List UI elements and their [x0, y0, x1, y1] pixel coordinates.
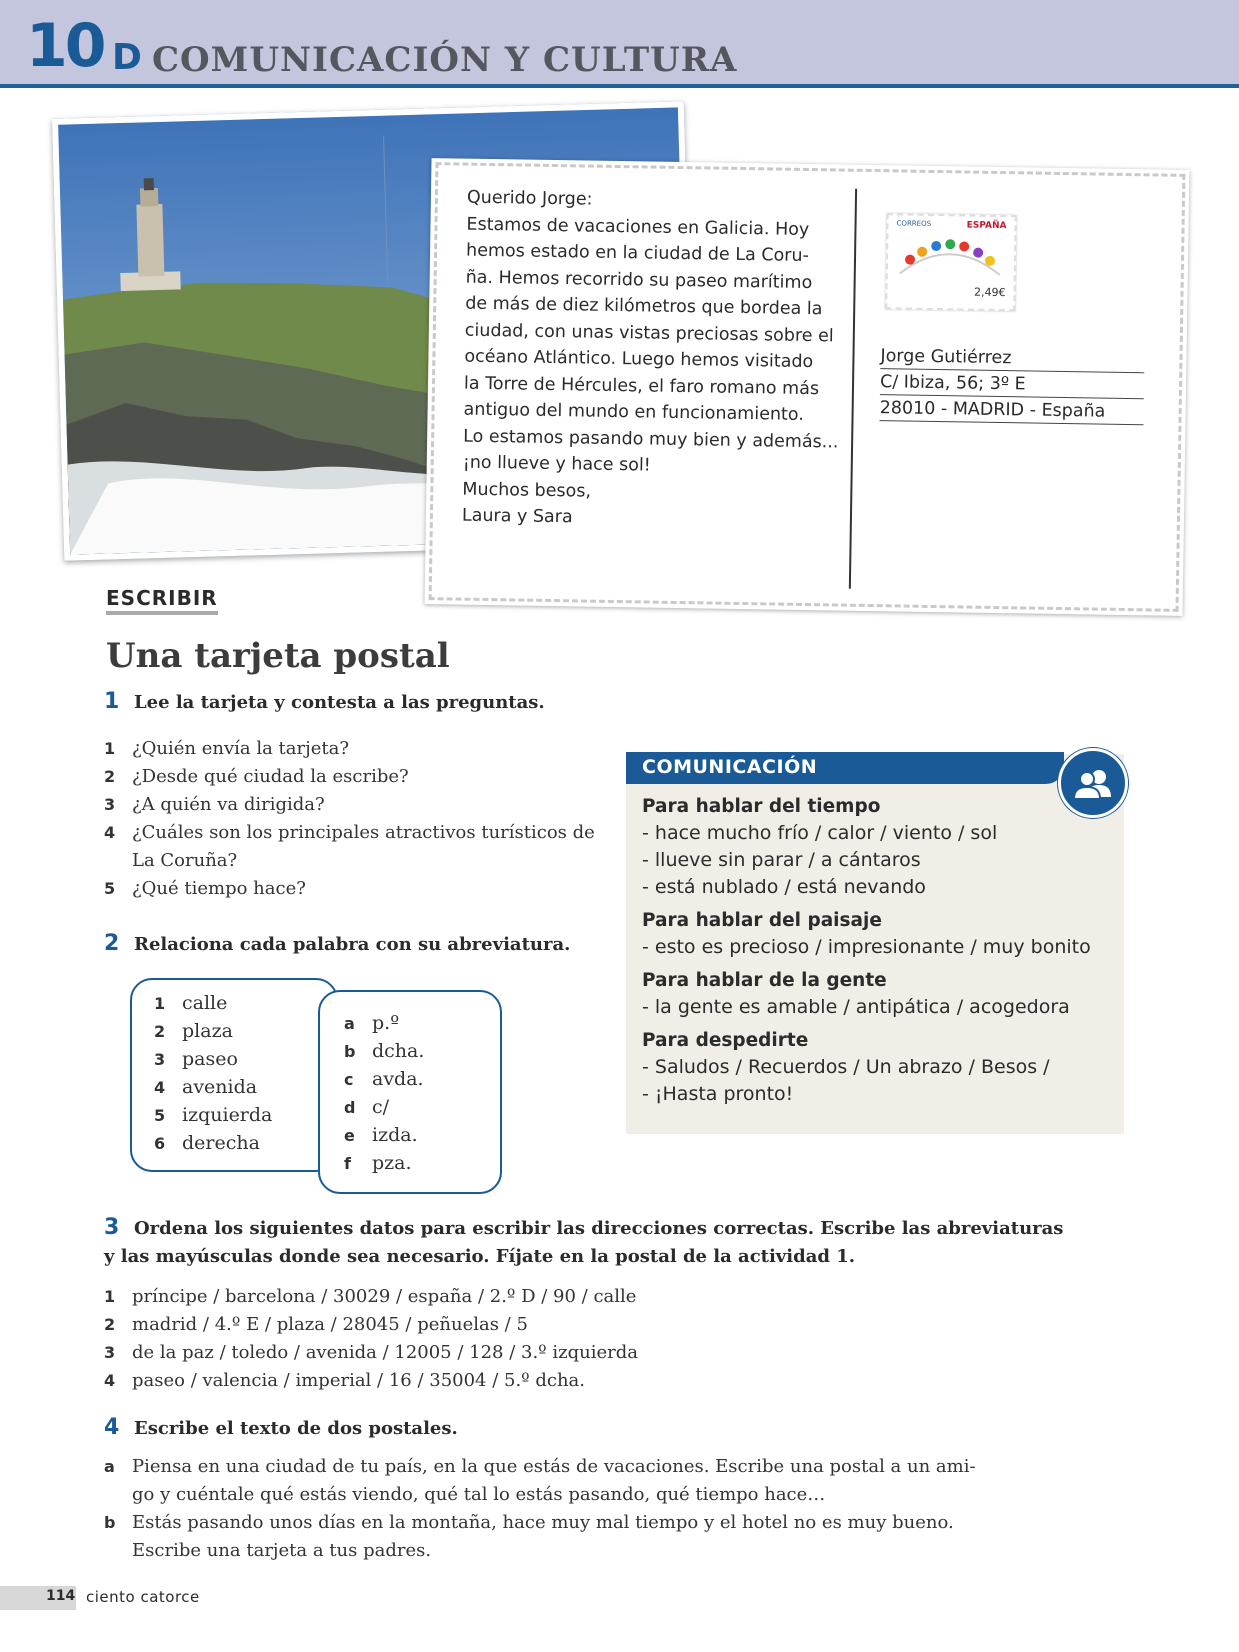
word-item: [154, 1101, 272, 1130]
item-text: izquierda: [182, 1104, 273, 1126]
item-text: pza.: [372, 1152, 412, 1174]
item-text: calle: [182, 992, 228, 1014]
item-text: plaza: [182, 1020, 233, 1042]
word-item: [154, 1045, 238, 1074]
communication-heading: Para hablar del paisaje: [642, 910, 882, 931]
communication-line: - llueve sin parar / a cántaros: [642, 849, 921, 871]
communication-heading: Para despedirte: [642, 1030, 809, 1051]
abbr-item: [344, 1149, 412, 1178]
item-letter: c: [344, 1070, 354, 1089]
postcard-line: de más de diez kilómetros que bordea la: [465, 293, 823, 320]
item-number: 4: [104, 1371, 116, 1390]
item-number: 5: [154, 1106, 166, 1125]
item-number: 4: [154, 1078, 166, 1097]
item-text: ¿A quién va dirigida?: [132, 794, 325, 815]
communication-line: - ¡Hasta pronto!: [642, 1083, 794, 1105]
list-item: [104, 1285, 636, 1309]
header-rule: [0, 84, 1239, 88]
abbr-item: [344, 1093, 389, 1122]
communication-line: - esto es precioso / impresionante / muy bonito: [642, 936, 1091, 958]
stamp-figures-icon: [896, 233, 1005, 285]
item-text: avenida: [182, 1076, 258, 1098]
item-text: c/: [372, 1096, 390, 1118]
abbr-item: [344, 1037, 424, 1066]
item-letter: f: [344, 1154, 351, 1173]
stamp-price: 2,49€: [973, 285, 1006, 300]
item-number: 3: [104, 1343, 116, 1362]
list-item: [104, 765, 409, 789]
item-text: Piensa en una ciudad de tu país, en la que estás de vacaciones. Escribe una postal a un ami-: [132, 1456, 976, 1477]
item-text: paseo: [182, 1048, 238, 1070]
address-street: C/ Ibiza, 56; 3º E: [880, 371, 1144, 399]
item-letter: e: [344, 1126, 355, 1145]
postcard-line: ña. Hemos recorrido su paseo marítimo: [465, 267, 813, 293]
postcard-line: antiguo del mundo en funcionamiento.: [463, 399, 804, 425]
list-item: [104, 1313, 528, 1337]
list-item: [104, 737, 349, 761]
item-number: 5: [104, 879, 116, 898]
item-letter: a: [344, 1014, 355, 1033]
communication-title: COMUNICACIÓN: [642, 756, 818, 778]
item-text: madrid / 4.º E / plaza / 28045 / peñuelas / 5: [132, 1314, 528, 1335]
exercise-title-continued: y las mayúsculas donde sea necesario. Fíjate en la postal de la actividad 1.: [104, 1246, 855, 1267]
item-text: avda.: [372, 1068, 424, 1090]
stamp-country: ESPAÑA: [966, 220, 1007, 232]
item-text: príncipe / barcelona / 30029 / españa / 2.º D / 90 / calle: [132, 1286, 637, 1307]
list-item: [104, 1539, 431, 1563]
postcard: [425, 158, 1190, 616]
exercise-number: 3: [104, 1215, 120, 1240]
address-city: 28010 - MADRID - España: [879, 397, 1143, 425]
postcard-message: [462, 185, 847, 535]
item-number: 2: [104, 1315, 116, 1334]
item-text: paseo / valencia / imperial / 16 / 35004 / 5.º dcha.: [132, 1370, 586, 1391]
item-number: 3: [154, 1050, 166, 1069]
page-number: 114: [46, 1588, 76, 1604]
list-item: [104, 1369, 585, 1393]
word-item: [154, 1129, 260, 1158]
list-item: [104, 877, 306, 901]
item-text: ¿Desde qué ciudad la escribe?: [132, 766, 409, 787]
postcard-line: Lo estamos pasando muy bien y además...: [463, 426, 839, 452]
exercise-number: 1: [104, 689, 120, 714]
item-letter: a: [104, 1457, 115, 1476]
stamp-brand: CORREOS: [896, 219, 932, 228]
communication-line: - hace mucho frío / calor / viento / sol: [642, 822, 998, 844]
abbr-item: [344, 1065, 424, 1094]
item-text: go y cuéntale qué estás viendo, qué tal lo estás pasando, qué tiempo hace…: [132, 1484, 826, 1505]
exercise-title: Lee la tarjeta y contesta a las preguntas.: [134, 692, 545, 713]
exercise-number: 2: [104, 931, 120, 956]
communication-heading: Para hablar del tiempo: [642, 796, 881, 817]
item-text: ¿Quién envía la tarjeta?: [132, 738, 349, 759]
list-item: [104, 1483, 825, 1507]
page-number-words: ciento catorce: [86, 1588, 200, 1606]
item-text: La Coruña?: [132, 850, 238, 871]
item-text: ¿Qué tiempo hace?: [132, 878, 306, 899]
item-text: ¿Cuáles son los principales atractivos turísticos de: [132, 822, 595, 843]
postcard-line: Laura y Sara: [461, 505, 573, 528]
unit-number: 10: [26, 11, 104, 81]
item-text: de la paz / toledo / avenida / 12005 / 128 / 3.º izquierda: [132, 1342, 638, 1363]
item-text: derecha: [182, 1132, 260, 1154]
list-item: [104, 1455, 976, 1479]
people-icon-glyph: [1061, 751, 1125, 815]
communication-line: - Saludos / Recuerdos / Un abrazo / Besos /: [642, 1056, 1050, 1078]
abbr-item: [344, 1121, 418, 1150]
communication-line: - la gente es amable / antipática / acogedora: [642, 996, 1070, 1018]
word-item: [154, 989, 227, 1018]
item-number: 3: [104, 795, 116, 814]
word-item: [154, 1017, 233, 1046]
postcard-line: Muchos besos,: [462, 479, 592, 502]
communication-heading: Para hablar de la gente: [642, 970, 887, 991]
item-letter: b: [344, 1042, 356, 1061]
item-number: 1: [104, 739, 116, 758]
item-letter: d: [344, 1098, 356, 1117]
postcard-line: ciudad, con unas vistas preciosas sobre el: [464, 320, 834, 346]
list-item: [104, 1511, 954, 1535]
item-number: 4: [104, 823, 116, 842]
page-title: COMUNICACIÓN Y CULTURA: [152, 40, 738, 80]
list-item: [104, 793, 325, 817]
exercise-title: Ordena los siguientes datos para escribir las direcciones correctas. Escribe las abreviaturas: [134, 1218, 1064, 1239]
address-name: Jorge Gutiérrez: [880, 345, 1144, 373]
section-label-underline: [106, 611, 218, 615]
list-item: [104, 849, 237, 873]
item-number: 2: [104, 767, 116, 786]
item-text: dcha.: [372, 1040, 425, 1062]
list-item: [104, 821, 595, 845]
word-item: [154, 1073, 257, 1102]
postcard-line: hemos estado en la ciudad de La Coru-: [465, 240, 810, 267]
postage-stamp: [885, 213, 1016, 311]
exercise-number: 4: [104, 1415, 120, 1440]
item-text: izda.: [372, 1124, 418, 1146]
exercise-title: Escribe el texto de dos postales.: [134, 1418, 458, 1439]
unit-letter: D: [112, 37, 142, 78]
item-text: Escribe una tarjeta a tus padres.: [132, 1540, 432, 1561]
item-number: 2: [154, 1022, 166, 1041]
list-item: [104, 1341, 638, 1365]
exercise-title: Relaciona cada palabra con su abreviatura.: [134, 934, 571, 955]
item-text: p.º: [372, 1012, 400, 1034]
item-number: 1: [154, 994, 166, 1013]
postcard-line: Estamos de vacaciones en Galicia. Hoy: [466, 214, 810, 240]
section-title: Una tarjeta postal: [106, 636, 450, 676]
postcard-line: Querido Jorge:: [466, 187, 593, 210]
postcard-line: océano Atlántico. Luego hemos visitado: [464, 346, 814, 373]
item-number: 6: [154, 1134, 166, 1153]
item-letter: b: [104, 1513, 116, 1532]
item-number: 1: [104, 1287, 116, 1306]
item-text: Estás pasando unos días en la montaña, hace muy mal tiempo y el hotel no es muy bueno.: [132, 1512, 954, 1533]
communication-line: - está nublado / está nevando: [642, 876, 926, 898]
section-label: ESCRIBIR: [106, 586, 218, 610]
postcard-line: la Torre de Hércules, el faro romano más: [463, 373, 820, 399]
people-icon: [1058, 748, 1128, 818]
abbr-item: [344, 1009, 399, 1038]
postcard-line: ¡no llueve y hace sol!: [462, 452, 651, 476]
